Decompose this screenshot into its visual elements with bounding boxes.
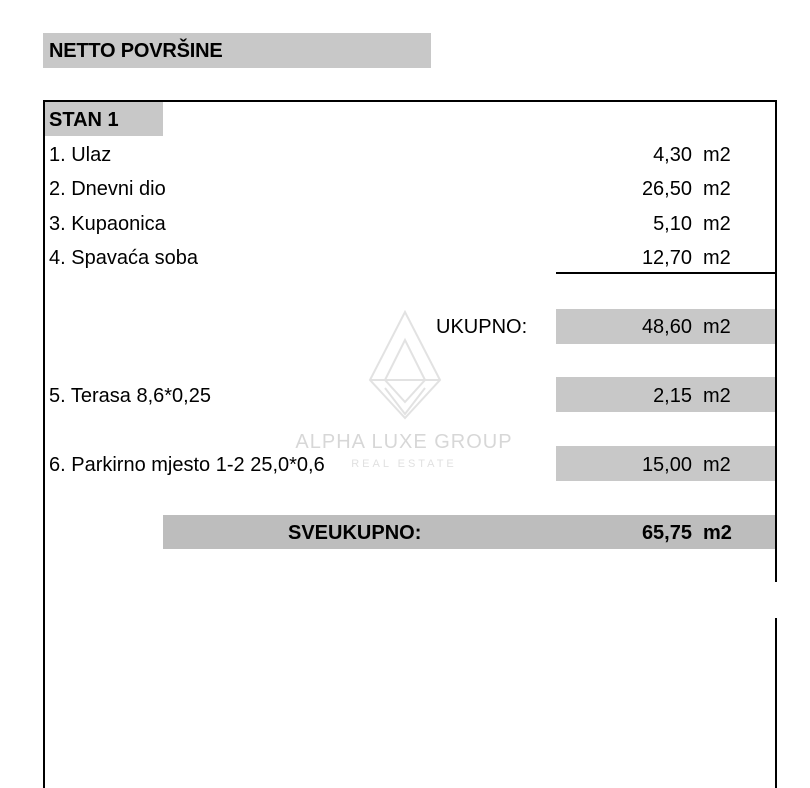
subtotal-label: UKUPNO:: [436, 316, 528, 338]
table-frame-right-lower: [775, 618, 777, 788]
room-value-4: 12,70: [641, 247, 692, 269]
room-label-2: 2. Dnevni dio: [49, 178, 166, 200]
sum-rule: [556, 272, 776, 274]
page-title: NETTO POVRŠINE: [49, 40, 223, 62]
room-unit-3: m2: [703, 213, 731, 235]
room-unit-1: m2: [703, 144, 731, 166]
watermark-subtitle: REAL ESTATE: [351, 458, 457, 470]
room-value-3: 5,10: [653, 213, 692, 235]
watermark-name: ALPHA LUXE GROUP: [295, 431, 513, 453]
room-unit-2: m2: [703, 178, 731, 200]
room-label-4: 4. Spavaća soba: [49, 247, 198, 269]
total-value: 65,75: [641, 522, 692, 544]
room-value-1: 4,30: [653, 144, 692, 166]
parking-value: 15,00: [641, 454, 692, 476]
subtotal-value: 48,60: [641, 316, 692, 338]
parking-label: 6. Parkirno mjesto 1-2 25,0*0,6: [49, 454, 325, 476]
total-unit: m2: [703, 522, 732, 544]
parking-unit: m2: [703, 454, 731, 476]
terrace-label: 5. Terasa 8,6*0,25: [49, 385, 211, 407]
subtotal-unit: m2: [703, 316, 731, 338]
section-title: STAN 1: [49, 109, 119, 131]
room-value-2: 26,50: [641, 178, 692, 200]
terrace-value: 2,15: [653, 385, 692, 407]
terrace-unit: m2: [703, 385, 731, 407]
total-label: SVEUKUPNO:: [288, 522, 422, 544]
room-unit-4: m2: [703, 247, 731, 269]
room-label-1: 1. Ulaz: [49, 144, 112, 166]
table-frame-right: [775, 100, 777, 582]
table-frame-left: [43, 100, 45, 788]
room-label-3: 3. Kupaonica: [49, 213, 166, 235]
